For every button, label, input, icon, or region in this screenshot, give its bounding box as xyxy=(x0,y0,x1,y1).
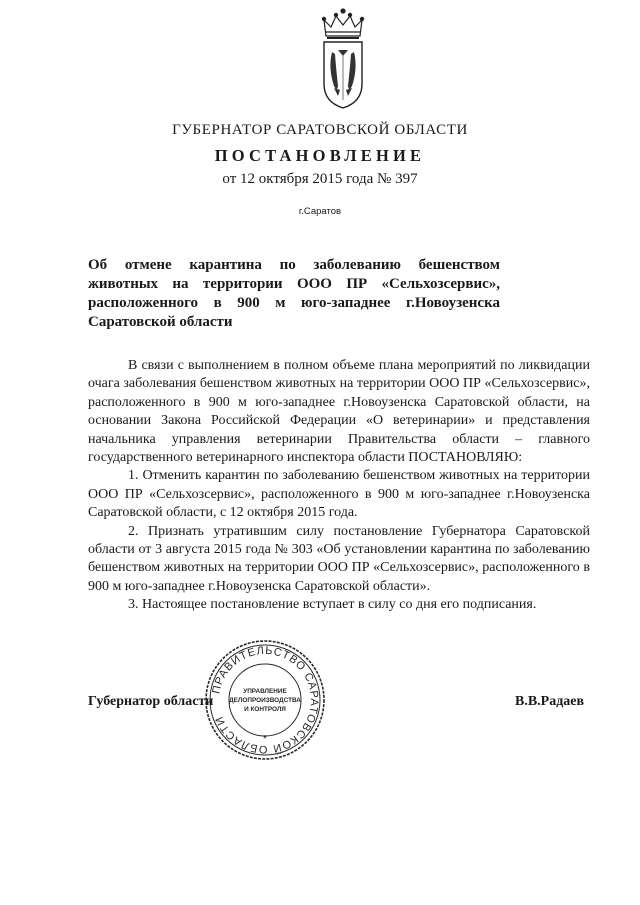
body-paragraph-2: 2. Признать утратившим силу постановление Губернатора Саратовской области от 3 августа 2015 года № 303 «Об установлении карантина по заболеванию бешенством животных на территории ООО ПР «Сельхозсервис», расположенного в 900 м юго-западнее г.Новоузенска Саратовской области». xyxy=(88,523,590,594)
stamp-star-mark: * xyxy=(263,734,267,745)
issue-city: г.Саратов xyxy=(298,206,342,217)
document-title: Об отмене карантина по заболеванию бешенством животных на территории ООО ПР «Сельхозсервис», расположенного в 900 м юго-западнее г.Новоузенска Саратовской области xyxy=(88,257,500,330)
document-type-heading: ПОСТАНОВЛЕНИЕ xyxy=(214,146,426,165)
document-date-number: от 12 октября 2015 года № 397 xyxy=(222,171,418,187)
stamp-line-3: И КОНТРОЛЯ xyxy=(244,706,286,713)
body-paragraph-3: 3. Настоящее постановление вступает в силу со дня его подписания. xyxy=(128,597,537,613)
body-paragraph-1: 1. Отменить карантин по заболеванию бешенством животных на территории ООО ПР «Сельхозсервис», расположенного в 900 м юго-западнее г.Новоузенска Саратовской области, с 12 октября 2015 года. xyxy=(88,468,590,521)
signatory-position: Губернатор области xyxy=(88,694,214,709)
stamp-line-1: УПРАВЛЕНИЕ xyxy=(243,688,287,695)
stamp-line-2: ДЕЛОПРОИЗВОДСТВА xyxy=(229,697,301,704)
document-body xyxy=(88,357,590,615)
coat-of-arms-emblem xyxy=(318,8,368,110)
stamp-ring-text: ПРАВИТЕЛЬСТВО САРАТОВСКОЙ ОБЛАСТИ xyxy=(210,644,321,756)
official-stamp-seal xyxy=(203,638,327,762)
body-paragraph-preamble: В связи с выполнением в полном объеме плана мероприятий по ликвидации очага заболевания бешенством животных на территории ООО ПР «Сельхозсервис», расположенного в 900 м юго-западнее г.Новоузенска Саратовской области, на основании Закона Российской Федерации «О ветеринарии» и представления начальника управления ветеринарии Правительства области – главного государственного ветеринарного инспектора области ПОСТАНОВЛЯЮ: xyxy=(88,358,590,466)
signatory-name: В.В.Радаев xyxy=(515,694,585,709)
issuer-heading: ГУБЕРНАТОР САРАТОВСКОЙ ОБЛАСТИ xyxy=(172,122,468,138)
